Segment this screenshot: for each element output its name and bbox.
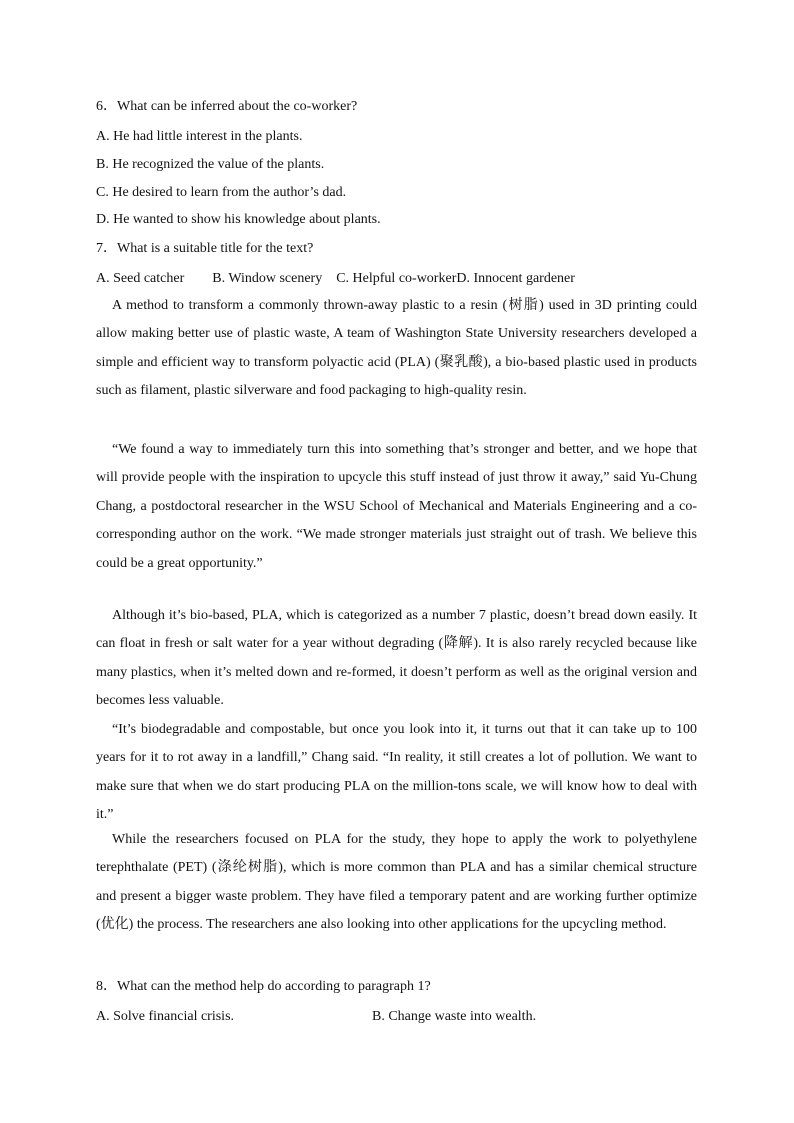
q6-option-c: C. He desired to learn from the author’s dad. — [96, 185, 347, 200]
q8-option-b: B. Change waste into wealth. — [372, 1009, 537, 1024]
question-8: 8．What can the method help do according to paragraph 1? — [96, 979, 431, 994]
q7-options: A. Seed catcher B. Window scenery C. Helpful co-workerD. Innocent gardener — [96, 271, 575, 286]
passage-paragraph-1: A method to transform a commonly thrown-away plastic to a resin (树脂) used in 3D printing could allow making better use of plastic waste, A team of Washington State University researchers developed a simple and efficient way to transform polyactic acid (PLA) (聚乳酸), a bio-based plastic used in products such as filament, plastic silverware and food packaging to high-quality resin. — [96, 298, 697, 399]
passage-paragraph-4: “It’s biodegradable and compostable, but once you look into it, it turns out that it can take up to 100 years for it to rot away in a landfill,” Chang said. “In reality, it still creates a lot of pollution. We want to make sure that when we do start producing PLA on the million-tons scale, we will know how to deal with it.” — [96, 722, 697, 823]
q6-option-b: B. He recognized the value of the plants. — [96, 157, 325, 172]
passage-paragraph-3: Although it’s bio-based, PLA, which is categorized as a number 7 plastic, doesn’t bread down easily. It can float in fresh or salt water for a year without degrading (降解). It is also rarely recycled because like many plastics, when it’s melted down and re-formed, it doesn’t perform as well as the original version and becomes less valuable. — [96, 608, 697, 709]
question-6: 6．What can be inferred about the co-worker? — [96, 99, 358, 114]
q8-option-a: A. Solve financial crisis. — [96, 1009, 235, 1024]
q6-option-a: A. He had little interest in the plants. — [96, 129, 303, 144]
q6-option-d: D. He wanted to show his knowledge about plants. — [96, 212, 381, 227]
passage-paragraph-5: While the researchers focused on PLA for the study, they hope to apply the work to polyethylene terephthalate (PET) (涤纶树脂), which is more common than PLA and has a similar chemical structure and present a bigger waste problem. They have filed a temporary patent and are working further optimize (优化) the process. The researchers ane also looking into other applications for the upcycling method. — [96, 832, 697, 933]
question-7: 7．What is a suitable title for the text? — [96, 241, 314, 256]
passage-paragraph-2: “We found a way to immediately turn this into something that’s stronger and better, and we hope that will provide people with the inspiration to upcycle this stuff instead of just throw it away,” said Yu-Chung Chang, a postdoctoral researcher in the WSU School of Mechanical and Materials Engineering and a co-corresponding author on the work. “We made stronger materials just straight out of trash. We believe this could be a great opportunity.” — [96, 442, 697, 571]
